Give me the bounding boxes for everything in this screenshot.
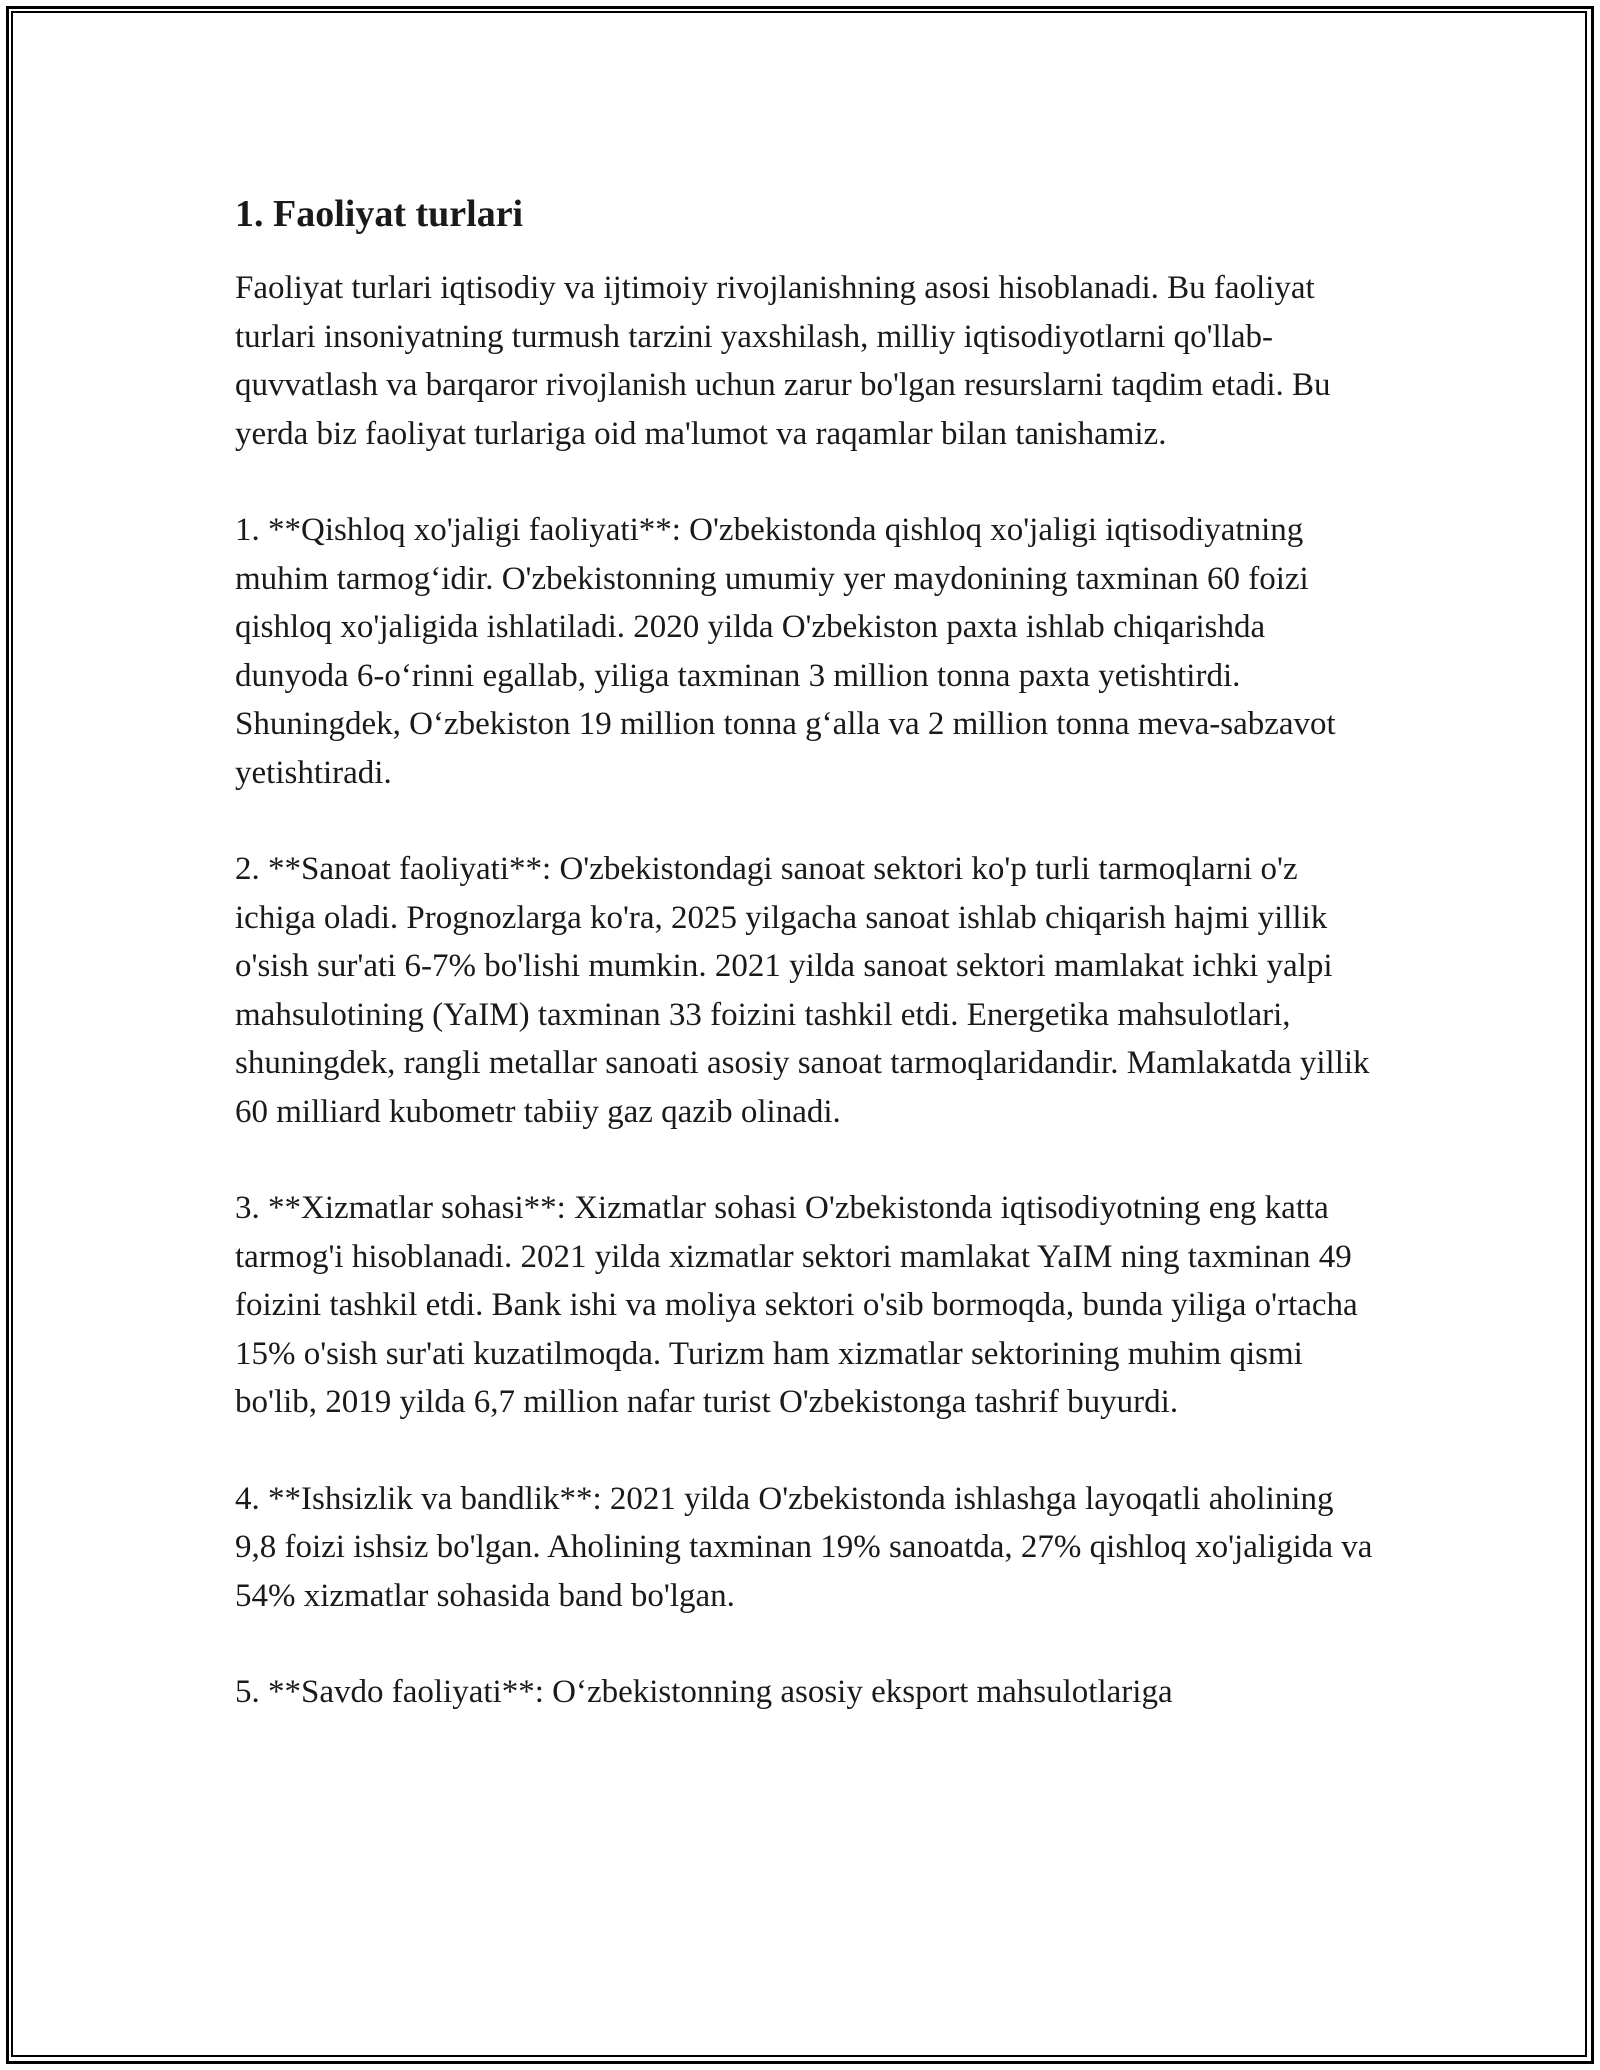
agriculture-paragraph: 1. **Qishloq xo'jaligi faoliyati**: O'zbekistonda qishloq xo'jaligi iqtisodiyatning muhim tarmog‘idir. O'zbekistonning umumiy yer maydonining taxminan 60 foizi qishloq xo'jaligida ishlatiladi. 2020 yilda O'zbekiston paxta ishlab chiqarishda dunyoda 6-o‘rinni egallab, yiliga taxminan 3 million tonna paxta yetishtirdi. Shuningdek, O‘zbekiston 19 million tonna g‘alla va 2 million tonna meva-sabzavot yetishtiradi. <box>235 512 1336 791</box>
industry-paragraph: 2. **Sanoat faoliyati**: O'zbekistondagi sanoat sektori ko'p turli tarmoqlarni o'z ichiga oladi. Prognozlarga ko'ra, 2025 yilgacha sanoat ishlab chiqarish hajmi yillik o'sish sur'ati 6-7% bo'lishi mumkin. 2021 yilda sanoat sektori mamlakat ichki yalpi mahsulotining (YaIM) taxminan 33 foizini tashkil etdi. Energetika mahsulotlari, shuningdek, rangli metallar sanoati asosiy sanoat tarmoqlaridandir. Mamlakatda yillik 60 milliard kubometr tabiiy gaz qazib olinadi. <box>235 851 1370 1130</box>
services-paragraph: 3. **Xizmatlar sohasi**: Xizmatlar sohasi O'zbekistonda iqtisodiyotning eng katta tarmog'i hisoblanadi. 2021 yilda xizmatlar sektori mamlakat YaIM ning taxminan 49 foizini tashkil etdi. Bank ishi va moliya sektori o'sib bormoqda, bunda yiliga o'rtacha 15% o'sish sur'ati kuzatilmoqda. Turizm ham xizmatlar sektorining muhim qismi bo'lib, 2019 yilda 6,7 million nafar turist O'zbekistonga tashrif buyurdi. <box>235 1190 1358 1420</box>
employment-paragraph: 4. **Ishsizlik va bandlik**: 2021 yilda O'zbekistonda ishlashga layoqatli aholining 9,8 foizi ishsiz bo'lgan. Aholining taxminan 19% sanoatda, 27% qishloq xo'jaligida va 54% xizmatlar sohasida band bo'lgan. <box>235 1480 1373 1614</box>
trade-paragraph: 5. **Savdo faoliyati**: O‘zbekistonning asosiy eksport mahsulotlariga <box>235 1674 1173 1710</box>
document-body <box>235 186 1375 1765</box>
section-heading: 1. Faoliyat turlari <box>235 193 524 235</box>
intro-paragraph: Faoliyat turlari iqtisodiy va ijtimoiy rivojlanishning asosi hisoblanadi. Bu faoliyat turlari insoniyatning turmush tarzini yaxshilash, milliy iqtisodiyotlarni qo'llab-quvvatlash va barqaror rivojlanish uchun zarur bo'lgan resurslarni taqdim etadi. Bu yerda biz faoliyat turlariga oid ma'lumot va raqamlar bilan tanishamiz. <box>235 270 1331 452</box>
